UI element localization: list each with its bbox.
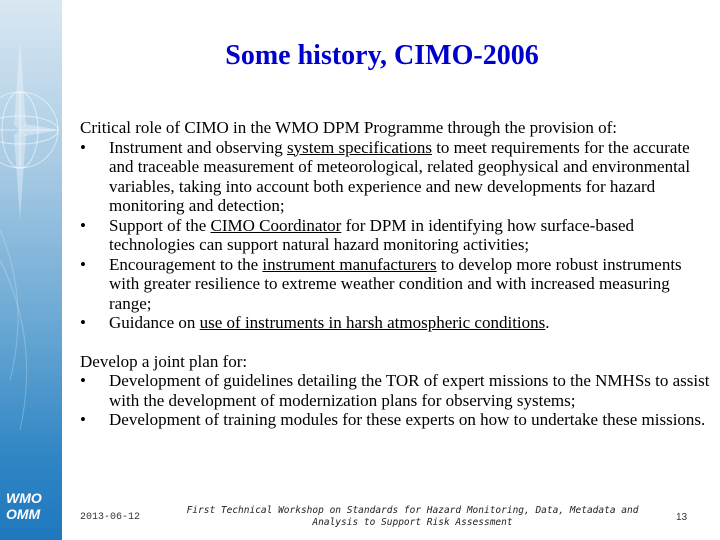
section1-bullet	[80, 138, 710, 216]
bullet-glyph: •	[80, 254, 86, 274]
section1-bullet	[80, 255, 710, 314]
section2-bullet	[80, 410, 710, 430]
footer-date: 2013-06-12	[80, 512, 141, 523]
underlined-term: system specifications	[287, 137, 432, 157]
slide-body	[80, 118, 710, 430]
slide-title: Some history, CIMO-2006	[225, 40, 539, 71]
section1-intro: Critical role of CIMO in the WMO DPM Programme through the provision of:	[80, 118, 618, 137]
footer-event-line: Analysis to Support Risk Assessment	[312, 517, 513, 528]
globe-graphic-icon	[0, 0, 62, 540]
bullet-text: Encouragement to the instrument manufacturers to develop more robust instruments with greater resilience to extreme weather condition and with increased measuring range;	[109, 254, 682, 313]
bullet-text: Guidance on use of instruments in harsh atmospheric conditions.	[109, 313, 550, 332]
footer-event-title	[175, 505, 650, 529]
section2-bullet	[80, 371, 710, 410]
section1-bullet	[80, 216, 710, 255]
bullet-text: Support of the CIMO Coordinator for DPM in identifying how surface-based technologies can support natural hazard monitoring activities;	[109, 215, 635, 254]
underlined-term: use of instruments in harsh atmospheric conditions	[199, 313, 546, 332]
underlined-term: instrument manufacturers	[262, 254, 437, 274]
bullet-text: Development of guidelines detailing the TOR of expert missions to the NMHSs to assist with the development of modernization plans for observing systems;	[109, 371, 710, 410]
bullet-glyph: •	[80, 410, 86, 429]
sidebar-decoration	[0, 0, 62, 540]
logo-line-omm: OMM	[6, 506, 41, 522]
wmo-logo	[6, 490, 56, 522]
bullet-text: Instrument and observing system specifications to meet requirements for the accurate and traceable measurement of meteorological, related geophysical and environmental variables, taking into account both experience and new developments for hazard monitoring and detection;	[109, 137, 691, 215]
logo-line-wmo: WMO	[6, 490, 42, 506]
section2-intro: Develop a joint plan for:	[80, 351, 248, 371]
bullet-text: Development of training modules for these experts on how to undertake these missions.	[109, 410, 706, 429]
bullet-glyph: •	[80, 137, 86, 157]
underlined-term: CIMO Coordinator	[210, 215, 342, 235]
bullet-glyph: •	[80, 371, 86, 390]
section1-bullet	[80, 313, 710, 333]
bullet-glyph: •	[80, 313, 86, 332]
page-number: 13	[676, 512, 688, 523]
footer-event-line: First Technical Workshop on Standards for Hazard Monitoring, Data, Metadata and	[186, 505, 639, 516]
bullet-glyph: •	[80, 215, 86, 235]
